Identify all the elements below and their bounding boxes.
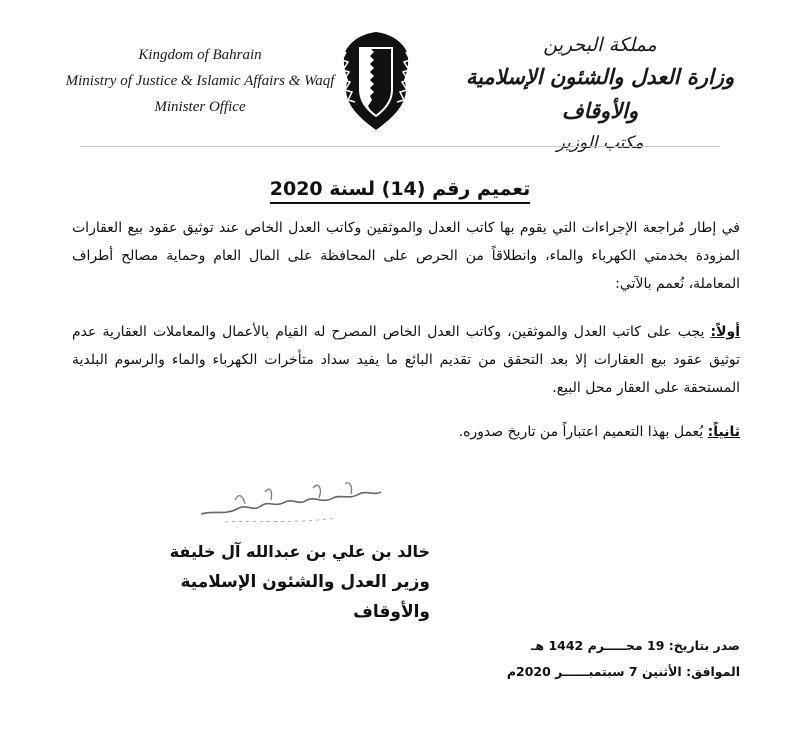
bahrain-coat-of-arms-icon bbox=[340, 30, 412, 134]
second-clause-text: يُعمل بهذا التعميم اعتباراً من تاريخ صدوره. bbox=[458, 424, 708, 440]
handwritten-signature bbox=[195, 470, 385, 530]
first-clause-lead: أولاً: bbox=[710, 324, 740, 340]
ministry-name-ar: وزارة العدل والشئون الإسلامية والأوقاف bbox=[465, 64, 735, 123]
circular-title bbox=[0, 178, 800, 200]
first-clause bbox=[72, 318, 740, 402]
intro-paragraph: في إطار مُراجعة الإجراءات التي يقوم بها كاتب العدل والموثقين وكاتب العدل الخاص عند توثيق عقود بيع العقارات المزودة بخدمتي الكهرباء والماء، وانطلاقاً من الحرص على المحافظة على المال العام وحماية مصالح أطراف المعاملة، نُعمم بالآتي: bbox=[72, 220, 740, 292]
header-divider bbox=[80, 146, 720, 147]
second-clause-lead: ثانياً: bbox=[707, 424, 740, 440]
kingdom-name-en: Kingdom of Bahrain bbox=[138, 47, 262, 63]
second-clause bbox=[72, 418, 740, 446]
english-letterhead bbox=[55, 42, 345, 120]
signatory-name: خالد بن علي بن عبدالله آل خليفة bbox=[169, 542, 430, 561]
signatory-title: وزير العدل والشئون الإسلامية والأوقاف bbox=[180, 572, 430, 622]
circular-title-text: تعميم رقم (14) لسنة 2020 bbox=[270, 178, 530, 204]
signatory-block bbox=[100, 537, 430, 627]
arabic-letterhead bbox=[455, 30, 745, 158]
first-clause-text: يجب على كاتب العدل والموثقين، وكاتب العدل الخاص المصرح له القيام بالأعمال والمعاملات العقارية عدم توثيق عقود بيع العقارات إلا بعد التحقق من تقديم البائع ما يفيد سداد متأخرات الكهرباء والماء والرسوم البلدية المستحقة على العقار محل البيع. bbox=[72, 324, 740, 396]
ministry-name-en: Ministry of Justice & Islamic Affairs & Waqf bbox=[65, 73, 335, 89]
issue-date-hijri: صدر بتاريخ: 19 محـــــرم 1442 هـ bbox=[531, 638, 740, 653]
office-name-ar: مكتب الوزير bbox=[556, 133, 644, 153]
kingdom-name-ar: مملكة البحرين bbox=[543, 34, 657, 56]
office-name-en: Minister Office bbox=[154, 99, 246, 115]
date-block bbox=[380, 633, 740, 685]
issue-date-gregorian: الموافق: الأثنين 7 سبتمبــــــر 2020م bbox=[506, 664, 740, 679]
